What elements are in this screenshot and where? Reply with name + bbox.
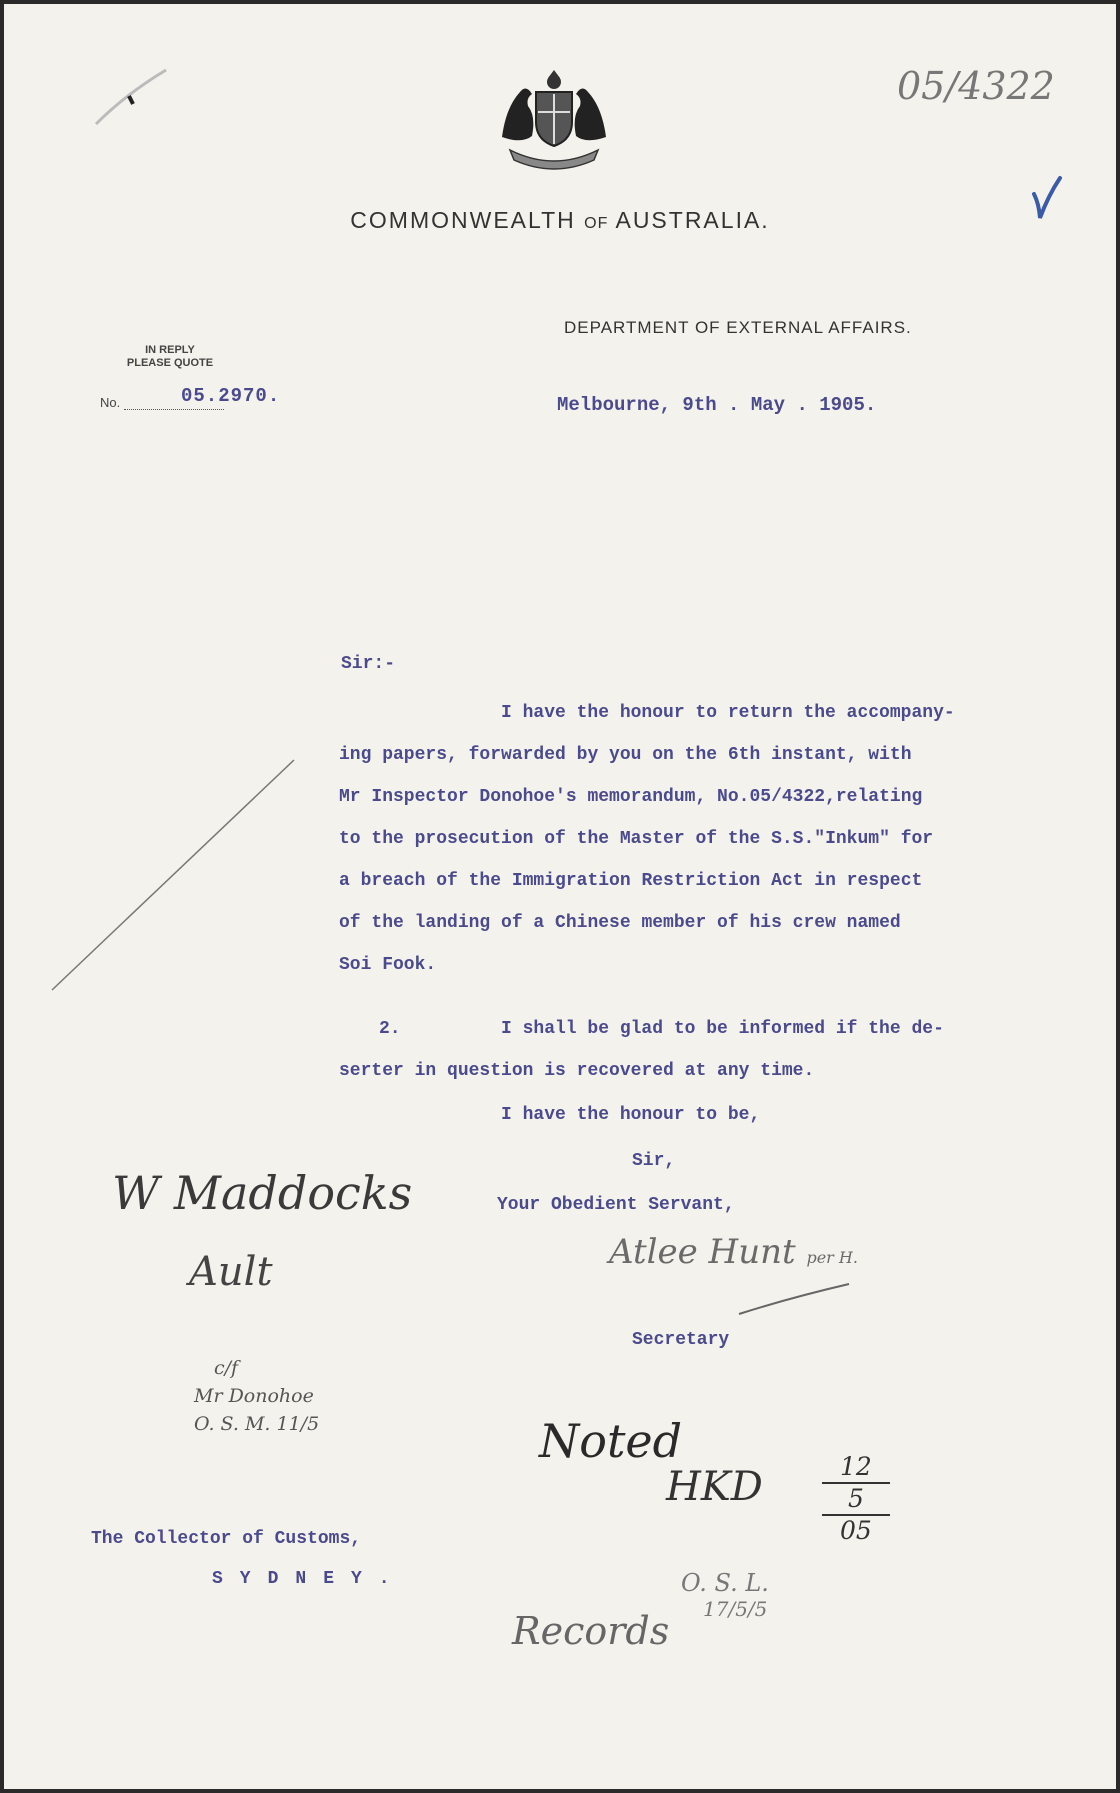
signature-underline [739, 1284, 849, 1314]
signature-secretary-name: Atlee Hunt [609, 1232, 796, 1272]
addressee-line-2: SYDNEY. [212, 1569, 407, 1589]
closing-line-3: Your Obedient Servant, [497, 1195, 735, 1215]
body-line: Mr Inspector Donohoe's memorandum, No.05/4322,relating [339, 787, 923, 807]
dateline: Melbourne, 9th . May . 1905. [557, 394, 877, 416]
signatory-title: Secretary [632, 1330, 730, 1350]
closing-line-1: I have the honour to be, [501, 1105, 761, 1125]
reply-note-line-2: PLEASE QUOTE [126, 357, 214, 369]
country-word-small: OF [584, 215, 609, 232]
records-handwritten: Records [512, 1609, 670, 1653]
noted-date-day: 12 [840, 1452, 872, 1481]
reference-number: 05.2970. [181, 385, 281, 407]
note-line-1: c/f [214, 1357, 239, 1379]
body-line: ing papers, forwarded by you on the 6th instant, with [339, 745, 912, 765]
reply-note-line-1: IN REPLY [145, 344, 195, 356]
file-reference-handwritten: 05/4322 [897, 64, 1055, 108]
country-word-2: AUSTRALIA. [615, 207, 770, 233]
checkmark-icon [1034, 178, 1060, 218]
pencil-note-line-1: O. S. L. [681, 1569, 769, 1597]
noted-handwritten: Noted [539, 1414, 683, 1468]
body-line: serter in question is recovered at any time. [339, 1061, 815, 1081]
addressee-line-1: The Collector of Customs, [91, 1529, 362, 1549]
body-line: of the landing of a Chinese member of his crew named [339, 913, 901, 933]
note-line-3: O. S. M. 11/5 [194, 1413, 320, 1435]
noted-date-month: 5 [822, 1482, 890, 1514]
diagonal-pencil-stroke [52, 760, 294, 990]
corner-dot [129, 96, 133, 104]
signature-initials: Ault [189, 1249, 273, 1295]
body-line: I shall be glad to be informed if the de- [501, 1019, 944, 1039]
country-word-1: COMMONWEALTH [350, 207, 576, 233]
paragraph-number: 2. [379, 1019, 401, 1039]
pencil-note-line-2: 17/5/5 [703, 1597, 768, 1621]
pen-marks [4, 4, 1116, 1789]
noted-initials: HKD [666, 1464, 763, 1510]
noted-date-year: 05 [822, 1514, 890, 1546]
signature-maddocks: W Maddocks [112, 1166, 413, 1220]
department-heading: DEPARTMENT OF EXTERNAL AFFAIRS. [564, 318, 912, 337]
body-line: a breach of the Immigration Restriction Act in respect [339, 871, 923, 891]
signature-secretary-per: per H. [806, 1248, 858, 1267]
note-line-2: Mr Donohoe [194, 1385, 314, 1407]
body-line: to the prosecution of the Master of the S.S."Inkum" for [339, 829, 934, 849]
body-line: Soi Fook. [339, 955, 437, 975]
salutation: Sir:- [341, 654, 396, 674]
number-label: No. [100, 395, 121, 410]
body-line: I have the honour to return the accompany- [501, 703, 955, 723]
closing-line-2: Sir, [632, 1151, 676, 1171]
